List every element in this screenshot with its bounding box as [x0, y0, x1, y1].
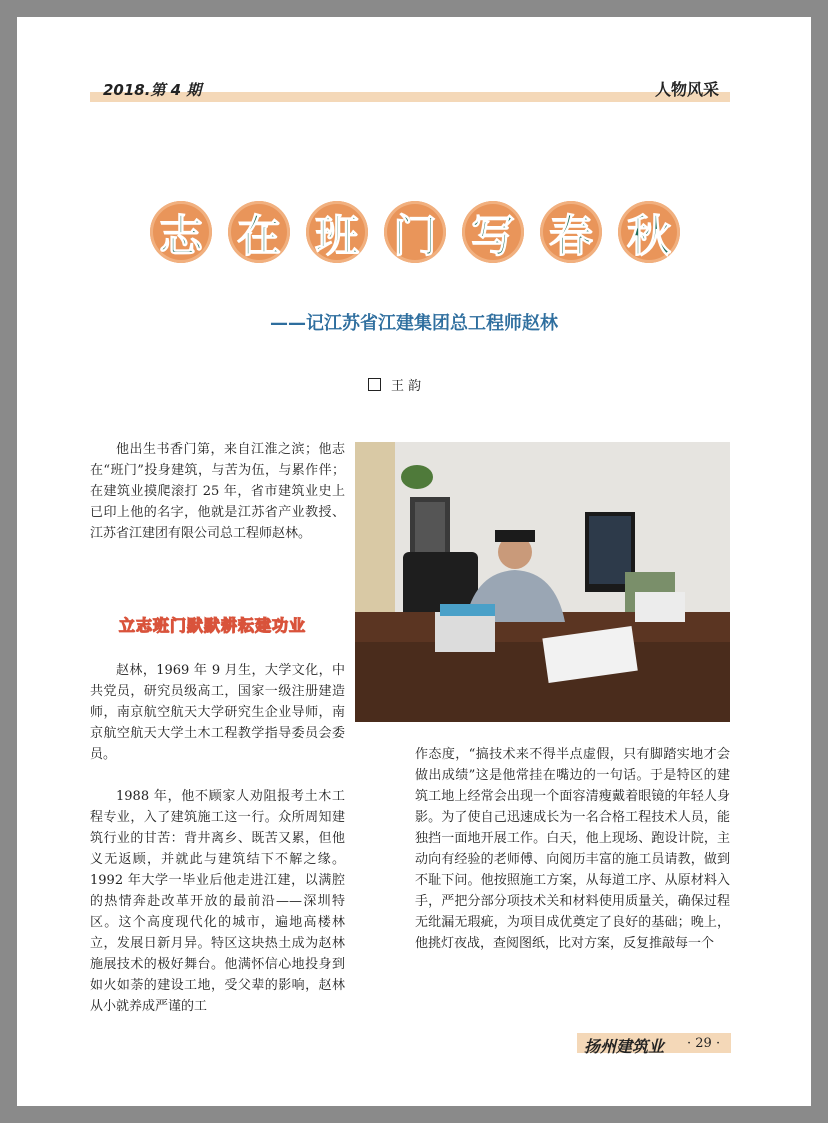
title-char: 写: [462, 201, 524, 263]
office-photo-illustration: [355, 442, 730, 722]
byline-box-icon: [368, 378, 381, 391]
article-title: [150, 201, 680, 265]
body-paragraph-1: 赵林，1969 年 9 月生，大学文化，中共党员，研究员级高工，国家一级注册建造师，南京航空航天大学研究生企业导师，南京航空航天大学土木工程教学指导委员会委员。: [90, 663, 345, 762]
magazine-logo: 扬州建筑业: [584, 1037, 665, 1056]
section-label: 人物风采: [654, 80, 719, 99]
article-subtitle: ——记江苏省江建集团总工程师赵林: [270, 313, 558, 334]
title-char: 班: [306, 201, 368, 263]
body-paragraph-3: 作态度，“搞技术来不得半点虚假，只有脚踏实地才会做出成绩”这是他常挂在嘴边的一句话。于是特区的建筑工地上经常会出现一个面容清瘦戴着眼镜的年轻人身影。为了使自己迅速成长为一名合格工程技术人员，能独挡一面地开展工作。白天，他上现场、跑设计院，主动向有经验的老师傅、向阅历丰富的施工员请教，做到不耻下问。他按照施工方案，从每道工序、从原材料入手，严把分部分项技术关和材料使用质量关，确保过程无纰漏无瑕疵，为项目成优奠定了良好的基础；晚上，他挑灯夜战，查阅图纸，比对方案，反复推敲每一个: [415, 747, 730, 951]
page-number: · 29 ·: [687, 1036, 721, 1051]
title-char: 秋: [618, 201, 680, 263]
author-name: 王 韵: [391, 379, 422, 394]
section-heading: 立志班门默默耕耘建功业: [119, 616, 307, 635]
title-char: 志: [150, 201, 212, 263]
title-char: 门: [384, 201, 446, 263]
title-char: 在: [228, 201, 290, 263]
issue-label: 2018.第 4 期: [103, 81, 202, 99]
magazine-page: [17, 17, 811, 1106]
byline: [368, 375, 421, 394]
intro-paragraph: 他出生书香门第，来自江淮之滨；他志在“班门”投身建筑，与苦为伍，与累作伴；在建筑业摸爬滚打 25 年，省市建筑业史上已印上他的名字，他就是江苏省产业教授、江苏省江建团有限公司总工程师赵林。: [90, 442, 345, 541]
article-photo: [355, 442, 730, 722]
title-char: 春: [540, 201, 602, 263]
body-paragraph-2: 1988 年，他不顾家人劝阻报考土木工程专业，入了建筑施工这一行。众所周知建筑行业的甘苦：背井离乡、既苦又累，但他义无返顾，并就此与建筑结下不解之缘。1992 年大学一毕业后他走进江建，以满腔的热情奔赴改革开放的最前沿——深圳特区。这个高度现代化的城市，遍地高楼林立，发展日新月异。特区这块热土成为赵林施展技术的极好舞台。他满怀信心地投身到如火如荼的建设工地，受父辈的影响，赵林从小就养成严谨的工: [90, 789, 345, 1014]
